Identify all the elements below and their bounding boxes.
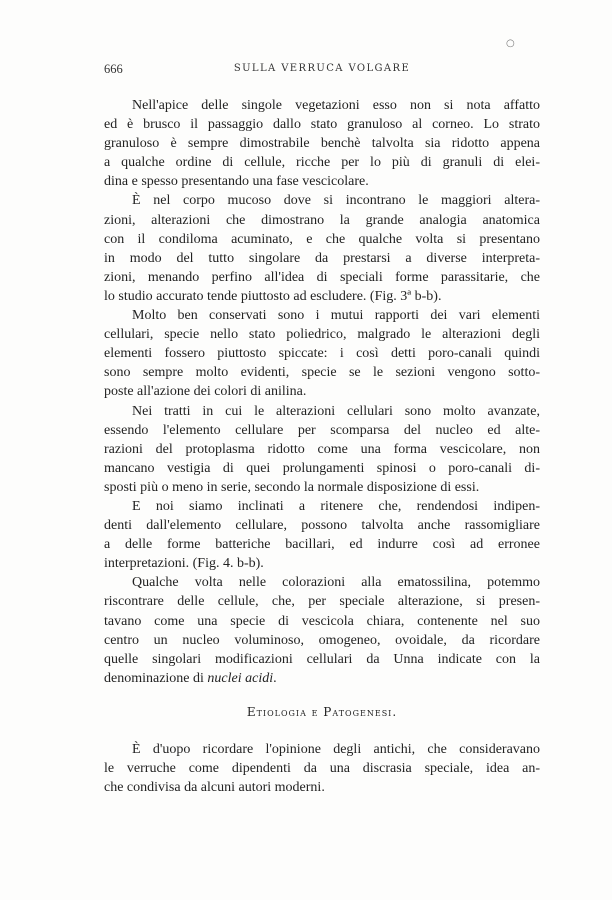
line-text: cellulari, specie nello stato poliedrico, malgrado le alterazioni degli	[104, 327, 540, 343]
line-text: che condivisa da alcuni autori moderni.	[104, 780, 325, 796]
line-text: elementi fossero piuttosto spiccate: i così detti poro-canali quindi	[104, 346, 540, 362]
text-line	[104, 421, 540, 440]
text-line	[104, 440, 540, 459]
line-text: sposti più o meno in serie, secondo la normale disposizione di essi.	[104, 479, 480, 495]
line-text: sono sempre molto evidenti, specie se le sezioni vengono sotto-	[104, 365, 540, 381]
corner-mark: ○	[506, 38, 515, 49]
text-line	[104, 478, 540, 497]
text-line	[104, 612, 540, 631]
line-text: granuloso è sempre dimostrabile benchè talvolta sia ridotto appena	[104, 136, 540, 152]
line-text: denti dall'elemento cellulare, possono talvolta anche rassomigliare	[104, 518, 540, 534]
text-line	[104, 153, 540, 172]
text-line	[104, 650, 540, 669]
line-text: mancano vestigia di quei prolungamenti spinosi o poro-canali di-	[104, 460, 540, 476]
line-text: poste all'azione dei colori di anilina.	[104, 384, 307, 400]
page-number: 666	[104, 62, 123, 76]
text-line	[104, 669, 540, 688]
line-text-end: .	[273, 670, 277, 686]
line-text: zioni, menando perfino all'idea di speciali forme parassitarie, che	[104, 269, 540, 285]
text-line	[104, 287, 540, 306]
text-line	[104, 592, 540, 611]
text-line	[104, 211, 540, 230]
running-title: SULLA VERRUCA VOLGARE	[233, 63, 411, 74]
line-text: ed è brusco il passaggio dallo stato granuloso al corneo. Lo strato	[104, 117, 540, 133]
line-text: riscontrare delle cellule, che, per speciale alterazione, si presen-	[104, 594, 540, 610]
text-line	[104, 516, 540, 535]
line-text: dina e spesso presentando una fase vescicolare.	[104, 174, 369, 190]
line-text: essendo l'elemento cellulare per scomparsa del nucleo ed alte-	[104, 422, 540, 438]
line-text: Nei tratti in cui le alterazioni cellulari sono molto avanzate,	[132, 403, 540, 419]
line-text: tavano come una specie di vescicola chiara, contenente nel suo	[104, 613, 540, 629]
text-line	[104, 459, 540, 478]
line-text: quelle singolari modificazioni cellulari da Unna indicate con la	[104, 651, 540, 667]
line-text: Nell'apice delle singole vegetazioni esso non si nota affatto	[132, 98, 540, 113]
line-text: zioni, alterazioni che dimostrano la grande analogia anatomica	[104, 212, 540, 228]
page-header	[104, 62, 540, 78]
text-line	[104, 191, 540, 210]
text-line	[104, 363, 540, 382]
text-line	[104, 344, 540, 363]
text-line	[104, 96, 540, 115]
section-heading	[104, 705, 540, 719]
line-text: razioni del protoplasma ridotto come una forma vescicolare, non	[104, 441, 540, 457]
text-line	[104, 325, 540, 344]
line-text: interpretazioni. (Fig. 4. b-b).	[104, 556, 264, 572]
text-line	[104, 573, 540, 592]
line-text: È nel corpo mucoso dove si incontrano le maggiori altera-	[132, 193, 540, 209]
line-text: E noi siamo inclinati a ritenere che, rendendosi indipen-	[132, 498, 540, 514]
line-text: È d'uopo ricordare l'opinione degli antichi, che consideravano	[132, 742, 540, 757]
line-text: Qualche volta nelle colorazioni alla ematossilina, potemmo	[132, 575, 540, 591]
text-line	[104, 554, 540, 573]
text-line	[104, 115, 540, 134]
text-line	[104, 268, 540, 287]
text-line	[104, 172, 540, 191]
line-text: a delle forme batteriche bacillari, ed indurre così ad erronee	[104, 537, 540, 553]
text-line	[104, 382, 540, 401]
line-text: centro un nucleo voluminoso, omogeneo, ovoidale, da ricordare	[104, 632, 540, 648]
text-line	[104, 740, 540, 759]
line-text: a qualche ordine di cellule, ricche per lo più di granuli di elei-	[104, 155, 540, 171]
text-line	[104, 497, 540, 516]
line-text: con il condiloma acuminato, e che qualche volta si presentano	[104, 231, 540, 247]
line-text: in modo del tutto singolare da prestarsi a diverse interpreta-	[104, 250, 540, 266]
text-line	[104, 535, 540, 554]
section-body-text	[104, 740, 540, 797]
text-line	[104, 230, 540, 249]
italic-term: nuclei acidi	[207, 670, 274, 686]
text-line	[104, 306, 540, 325]
text-line	[104, 249, 540, 268]
line-text: le verruche come dipendenti da una discrasia speciale, idea an-	[104, 761, 540, 777]
text-line	[104, 134, 540, 153]
line-text: Molto ben conservati sono i mutui rapporti dei vari elementi	[132, 308, 540, 324]
body-text	[104, 96, 540, 688]
text-line	[104, 402, 540, 421]
line-text: lo studio accurato tende piuttosto ad escludere. (Fig. 3ª b-b).	[104, 288, 442, 304]
text-line	[104, 759, 540, 778]
text-line	[104, 631, 540, 650]
line-text: denominazione di	[104, 670, 208, 686]
section-heading-text: Etiologia e Patogenesi.	[246, 705, 398, 719]
text-line	[104, 778, 540, 797]
